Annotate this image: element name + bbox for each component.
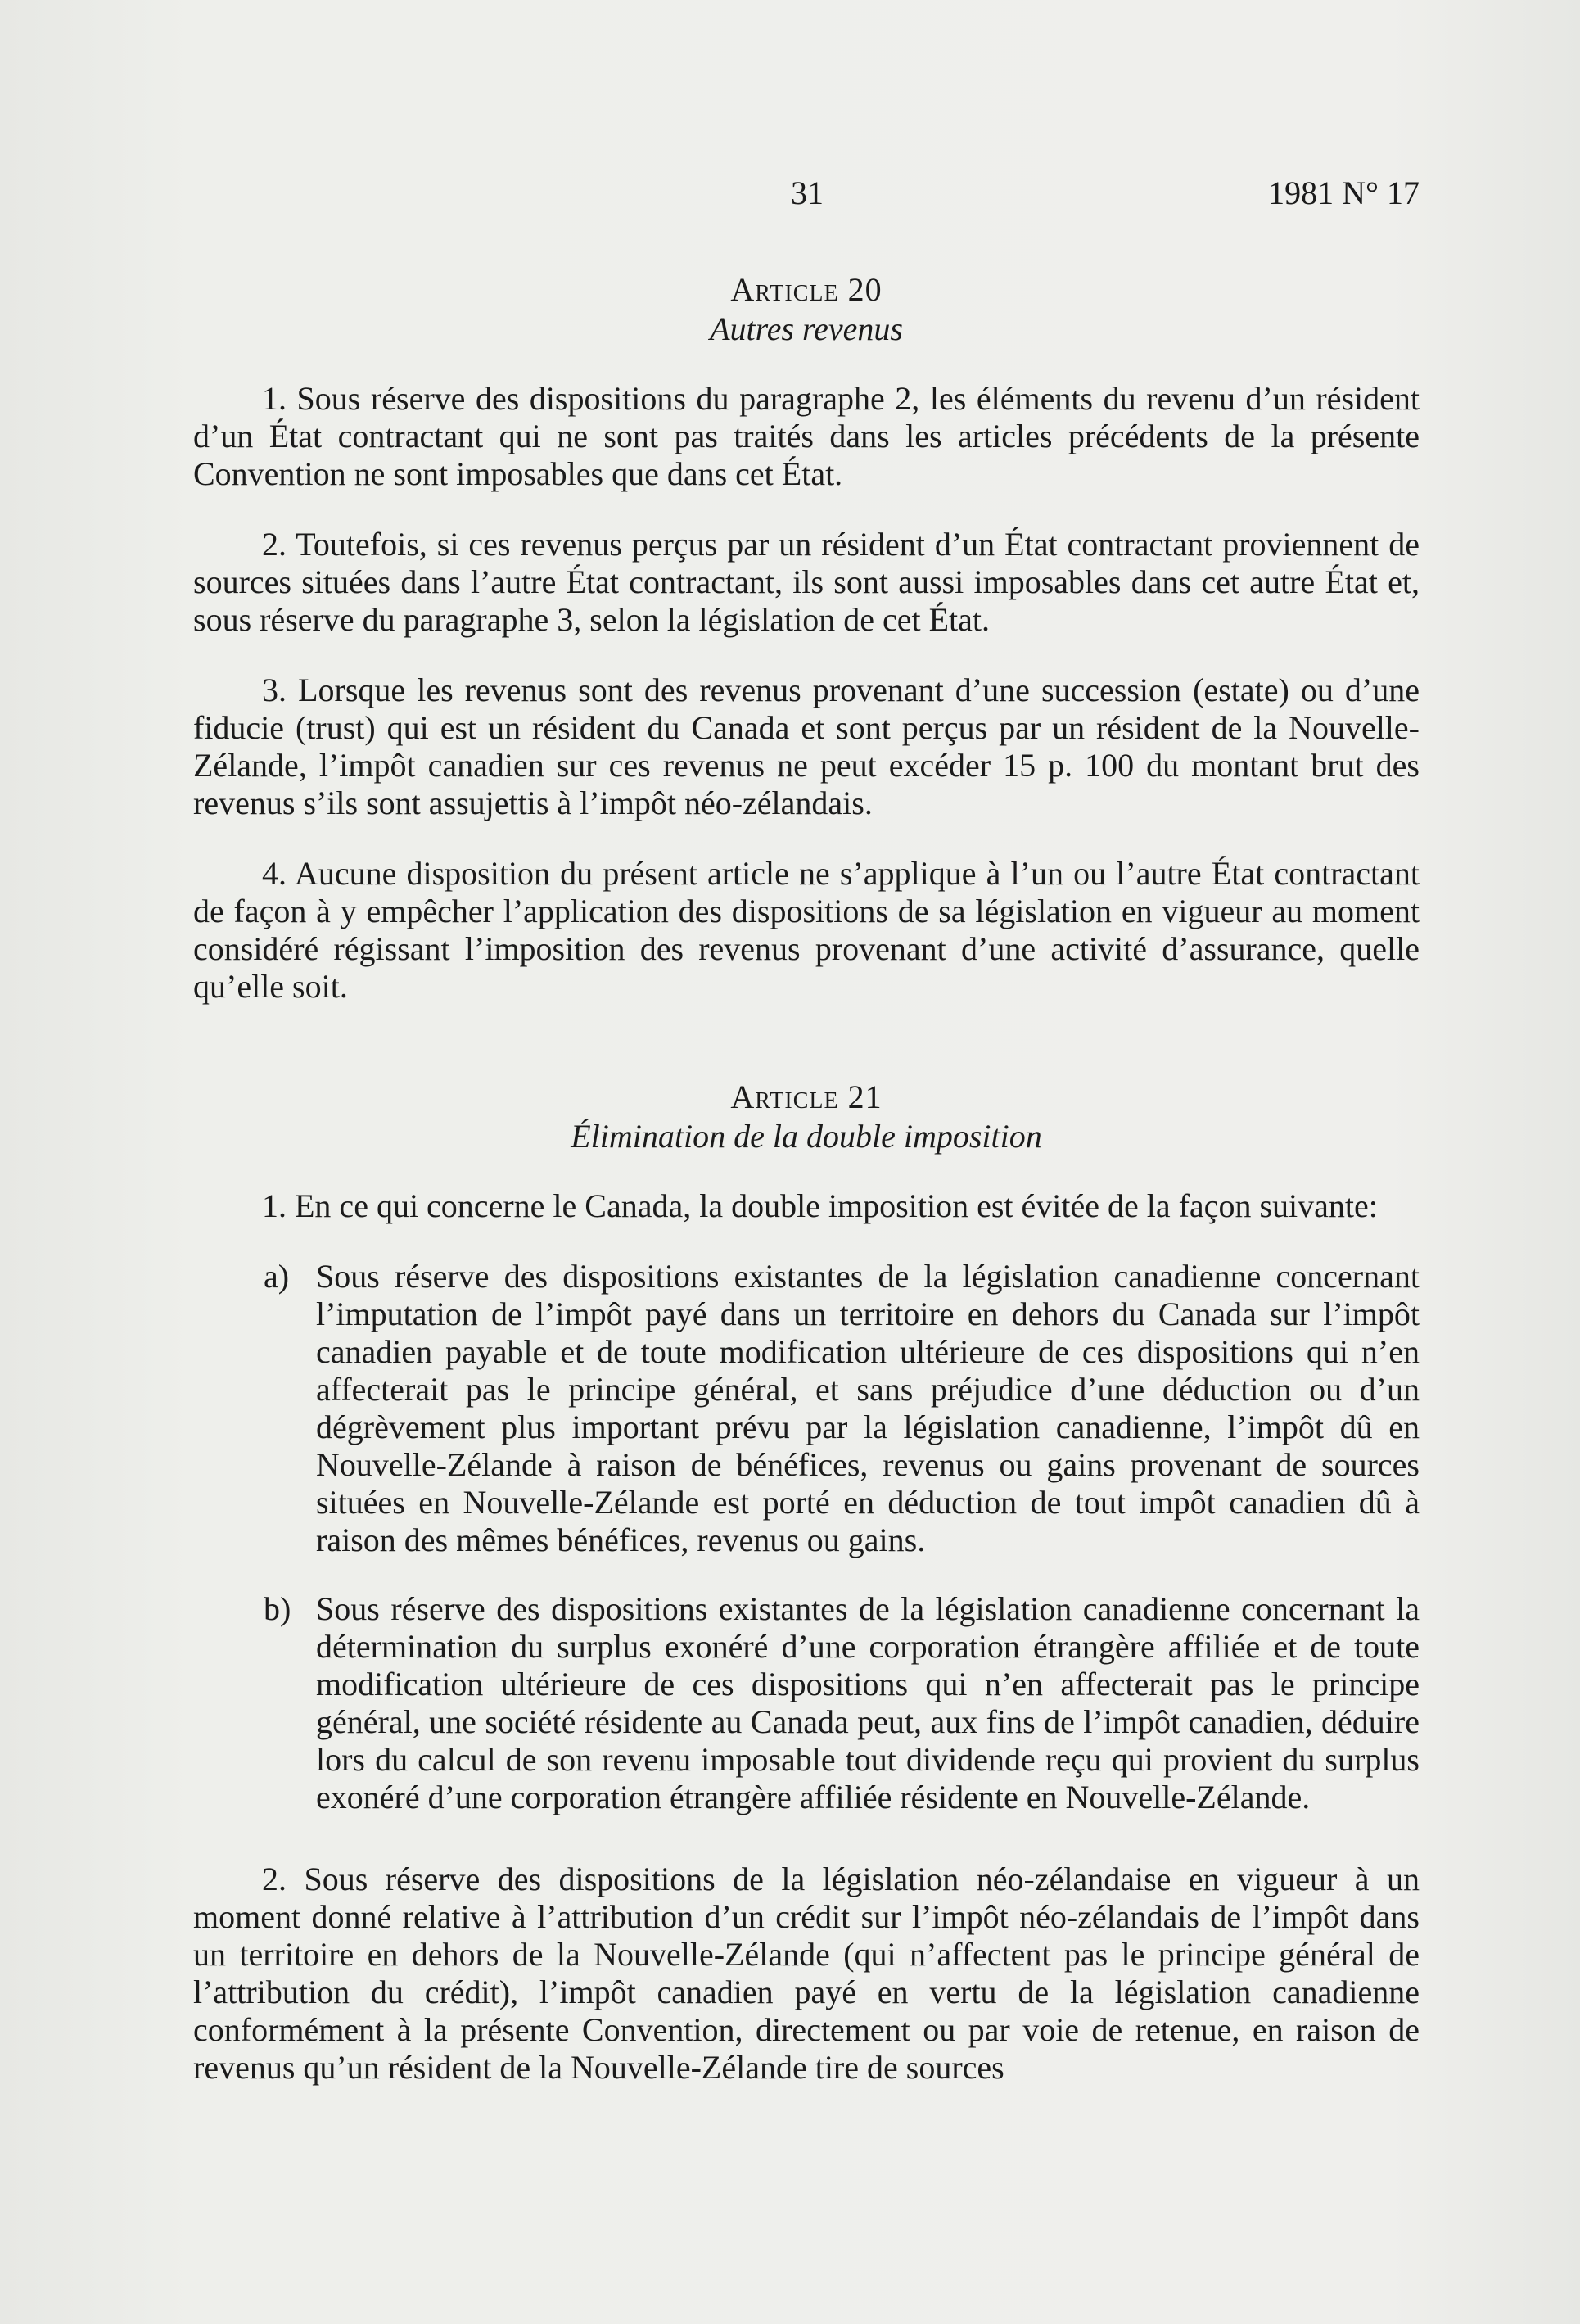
item-text: Sous réserve des dispositions existantes de la législation canadienne concernant la détermination du surplus exonéré d’une corporation étrangère affiliée et de toute modification ultérieure de ces dispositions qui n’en affecterait pas le principe général, une société résidente au Canada peut, aux fins de l’impôt canadien, déduire lors du calcul de son revenu imposable tout dividende reçu qui provient du surplus exonéré d’une corporation étrangère affiliée résidente en Nouvelle-Zélande. [316, 1590, 1420, 1815]
article-21-heading: Article 21 [730, 1078, 883, 1115]
article-21-item-b [193, 1590, 1420, 1816]
article-20-paragraph-1: 1. Sous réserve des dispositions du paragraphe 2, les éléments du revenu d’un résident d’un État contractant qui ne sont pas traités dans les articles précédents de la présente Convention ne sont imposables que dans cet État. [193, 380, 1420, 492]
article-21-subtitle: Élimination de la double imposition [571, 1118, 1042, 1155]
article-20-subtitle: Autres revenus [710, 310, 903, 347]
year-and-number: 1981 N° 17 [1268, 174, 1420, 211]
article-20-paragraph-4: 4. Aucune disposition du présent article ne s’applique à l’un ou l’autre État contractant de façon à y empêcher l’application des dispositions de sa législation en vigueur au moment considéré régissant l’imposition des revenus provenant d’une activité d’assurance, quelle qu’elle soit. [193, 855, 1420, 1005]
document-body [193, 270, 1420, 2119]
article-21-item-a [193, 1258, 1420, 1559]
article-20-paragraph-3: 3. Lorsque les revenus sont des revenus provenant d’une succession (estate) ou d’une fiducie (trust) qui est un résident du Canada et sont perçus par un résident de la Nouvelle-Zélande, l’impôt canadien sur ces revenus ne peut excéder 15 p. 100 du montant brut des revenus s’ils sont assujettis à l’impôt néo-zélandais. [193, 671, 1420, 821]
item-label: b) [264, 1590, 291, 1627]
page-number: 31 [791, 174, 824, 211]
item-label: a) [264, 1258, 290, 1295]
article-21-paragraph-1-intro: 1. En ce qui concerne le Canada, la double imposition est évitée de la façon suivante: [262, 1187, 1378, 1224]
article-20-heading: Article 20 [730, 271, 883, 308]
article-20-paragraph-2: 2. Toutefois, si ces revenus perçus par un résident d’un État contractant proviennent de sources situées dans l’autre État contractant, ils sont aussi imposables dans cet autre État et, sous réserve du paragraphe 3, selon la législation de cet État. [193, 526, 1420, 638]
article-21-paragraph-2: 2. Sous réserve des dispositions de la législation néo-zélandaise en vigueur à un moment donné relative à l’attribution d’un crédit sur l’impôt néo-zélandais de l’impôt dans un territoire en dehors de la Nouvelle-Zélande (qui n’affectent pas le principe général de l’attribution du crédit), l’impôt canadien payé en vertu de la législation canadienne conformément à la présente Convention, directement ou par voie de retenue, en raison de revenus qu’un résident de la Nouvelle-Zélande tire de sources [193, 1861, 1420, 2086]
item-text: Sous réserve des dispositions existantes de la législation canadienne concernant l’imputation de l’impôt payé dans un territoire en dehors du Canada sur l’impôt canadien payable et de toute modification ultérieure de ces dispositions qui n’en affecterait pas le principe général, et sans préjudice d’une déduction ou d’un dégrèvement plus important prévu par la législation canadienne, l’impôt dû en Nouvelle-Zélande à raison de bénéfices, revenus ou gains provenant de sources situées en Nouvelle-Zélande est porté en déduction de tout impôt canadien dû à raison des mêmes bénéfices, revenus ou gains. [316, 1258, 1420, 1558]
